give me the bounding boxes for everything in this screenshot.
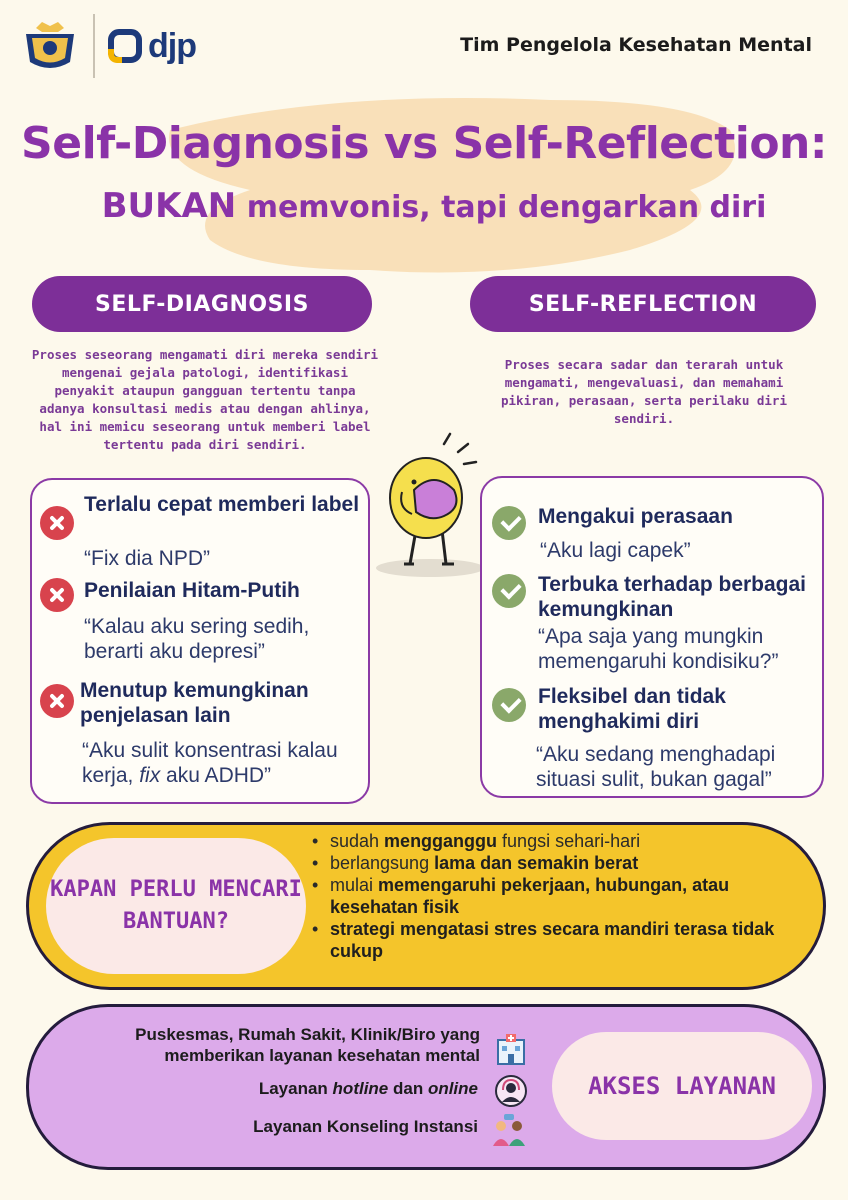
self-reflection-pill: SELF-REFLECTION xyxy=(470,276,816,332)
reflection-item-quote: “Apa saja yang mungkin memengaruhi kondisiku?” xyxy=(538,625,779,673)
cross-icon xyxy=(40,506,74,540)
self-diagnosis-pill: SELF-DIAGNOSIS xyxy=(32,276,372,332)
self-diagnosis-description: Proses seseorang mengamati diri mereka sendiri mengenai gejala patologi, identifikasi penyakit ataupun gangguan tertentu tanpa adanya konsultasi medis atau dengan ahlinya, hal ini memicu seseorang untuk memberi label tertentu pada diri sendiri. xyxy=(31,347,379,452)
diagnosis-item-quote: “Fix dia NPD” xyxy=(84,547,211,570)
help-point: • mulai memengaruhi pekerjaan, hubungan, atau kesehatan fisik xyxy=(310,874,810,918)
diagnosis-item-head: Penilaian Hitam-Putih xyxy=(84,579,300,602)
reflection-item-head: Fleksibel dan tidak menghakimi diri xyxy=(538,685,726,733)
counseling-icon xyxy=(490,1112,528,1150)
check-icon xyxy=(492,574,526,608)
reflection-item-quote: “Aku sedang menghadapi situasi sulit, bukan gagal” xyxy=(536,743,776,791)
diagnosis-item-head: Terlalu cepat memberi label xyxy=(84,493,360,516)
cross-icon xyxy=(40,684,74,718)
help-list xyxy=(310,830,810,962)
djp-logo-text: djp xyxy=(148,26,196,65)
hospital-icon xyxy=(492,1030,530,1068)
access-item-counseling: Layanan Konseling Instansi xyxy=(253,1117,478,1136)
help-point: • berlangsung lama dan semakin berat xyxy=(310,852,810,874)
diagnosis-item-head: Menutup kemungkinan penjelasan lain xyxy=(80,679,309,727)
kemenkeu-emblem-icon xyxy=(22,18,78,74)
reflection-item-head: Mengakui perasaan xyxy=(538,505,733,528)
self-reflection-card xyxy=(480,476,824,798)
subtitle-rest: memvonis, tapi dengarkan diri xyxy=(236,190,767,225)
access-title: AKSES LAYANAN xyxy=(552,1032,812,1140)
reflection-item-quote: “Aku lagi capek” xyxy=(540,539,691,562)
check-icon xyxy=(492,506,526,540)
diagnosis-item-quote: “Kalau aku sering sedih, berarti aku depresi” xyxy=(84,615,310,663)
reflection-item-head: Terbuka terhadap berbagai kemungkinan xyxy=(538,573,807,621)
mascot-illustration xyxy=(364,430,494,580)
brush-stroke-decoration xyxy=(130,70,770,290)
self-diagnosis-card xyxy=(30,478,370,804)
djp-logo xyxy=(108,26,196,66)
access-item-hotline: Layanan hotline dan online xyxy=(258,1079,478,1098)
help-point: • strategi mengatasi stres secara mandiri terasa tidak cukup xyxy=(310,918,810,962)
logo-divider xyxy=(93,14,95,78)
cross-icon xyxy=(40,578,74,612)
access-item-clinic: Puskesmas, Rumah Sakit, Klinik/Biro yang memberikan layanan kesehatan mental xyxy=(135,1025,480,1065)
check-icon xyxy=(492,688,526,722)
help-question: KAPAN PERLU MENCARI BANTUAN? xyxy=(46,838,306,974)
djp-mark-icon xyxy=(108,29,142,63)
diagnosis-item-quote: “Aku sulit konsentrasi kalau kerja, fix aku ADHD” xyxy=(82,739,338,787)
page-subtitle xyxy=(0,186,848,226)
help-point: • sudah mengganggu fungsi sehari-hari xyxy=(310,830,810,852)
self-reflection-description: Proses secara sadar dan terarah untuk mengamati, mengevaluasi, dan memahami pikiran, perasaan, serta perilaku diri sendiri. xyxy=(501,357,787,426)
team-name: Tim Pengelola Kesehatan Mental xyxy=(460,34,812,56)
subtitle-emphasis: BUKAN xyxy=(101,186,237,226)
hotline-headset-icon xyxy=(492,1072,530,1110)
page-title: Self-Diagnosis vs Self-Reflection: xyxy=(21,118,827,169)
